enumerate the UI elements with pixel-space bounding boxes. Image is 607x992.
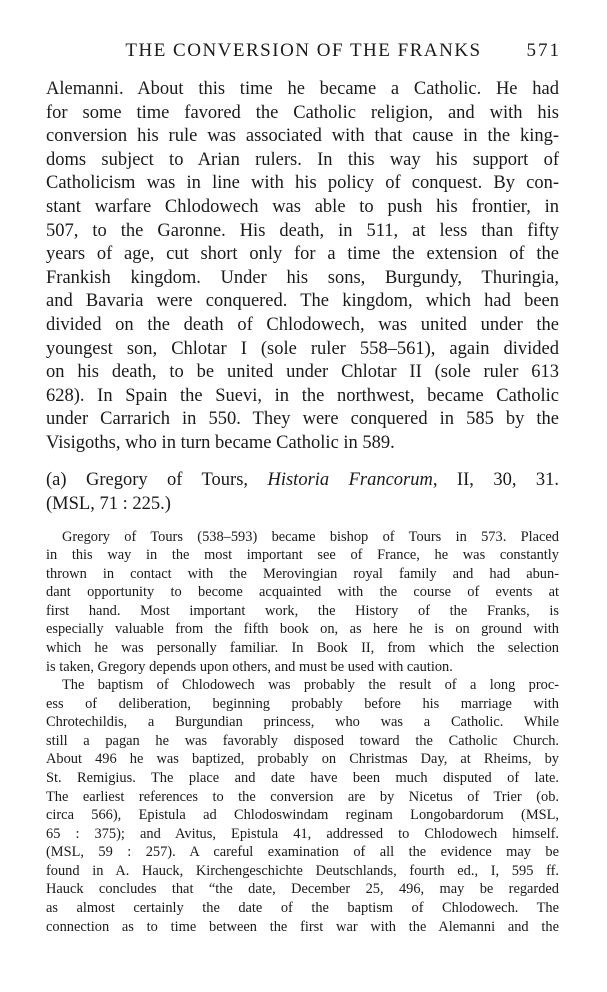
- note-line: Chrotechildis, a Burgundian princess, who was a Catholic. While: [46, 714, 559, 731]
- note-line: circa 566), Epistula ad Chlodoswindam reginam Longobardorum (MSL,: [46, 807, 559, 824]
- main-line: Visigoths, who in turn became Catholic in 589.: [46, 432, 395, 453]
- main-line: 628). In Spain the Suevi, in the northwest, became Catholic: [46, 385, 559, 406]
- page-header: [0, 40, 607, 66]
- main-line: on his death, to be united under Chlotar II (sole ruler 613: [46, 362, 559, 383]
- main-line: years of age, cut short only for a time the extension of the: [46, 244, 559, 265]
- main-line: doms subject to Arian rulers. In this way his support of: [46, 149, 559, 170]
- note-line: which he was personally familiar. In Book II, from which the selection: [46, 639, 559, 656]
- note-line: (MSL, 59 : 257). A careful examination of all the evidence may be: [46, 844, 559, 861]
- section-heading-prefix: (a) Gregory of Tours,: [46, 469, 268, 490]
- note-line: found in A. Hauck, Kirchengeschichte Deutschlands, fourth ed., I, 595 ff.: [46, 862, 559, 879]
- section-heading-suffix: , II, 30, 31.: [432, 469, 559, 490]
- main-line: youngest son, Chlotar I (sole ruler 558–561), again divided: [46, 338, 559, 359]
- note-line: The baptism of Chlodowech was probably the result of a long proc-: [62, 677, 559, 694]
- note-line: is taken, Gregory depends upon others, and must be used with caution.: [46, 658, 453, 675]
- editorial-note: [46, 528, 559, 937]
- note-line: Gregory of Tours (538–593) became bishop of Tours in 573. Placed: [62, 528, 559, 545]
- note-paragraph-2: [46, 676, 559, 936]
- running-title: THE CONVERSION OF THE FRANKS: [125, 40, 482, 61]
- note-line: dant opportunity to become acquainted with the course of events at: [46, 584, 559, 601]
- note-line: About 496 he was baptized, probably on Christmas Day, at Rheims, by: [46, 751, 559, 768]
- section-heading: [46, 468, 559, 517]
- main-paragraph: [46, 78, 559, 456]
- note-line: 65 : 375); and Avitus, Epistula 41, addressed to Chlodowech himself.: [46, 825, 559, 842]
- main-line: Alemanni. About this time he became a Catholic. He had: [46, 79, 559, 99]
- main-line: for some time favored the Catholic religion, and with his: [46, 102, 559, 123]
- section-heading-book-title: Historia Francorum: [267, 469, 433, 490]
- section-heading-citation: (MSL, 71 : 225.): [46, 494, 171, 514]
- main-line: divided on the death of Chlodowech, was united under the: [46, 314, 559, 335]
- main-line: under Carrarich in 550. They were conquered in 585 by the: [46, 409, 559, 430]
- note-line: especially valuable from the fifth book on, as here he is on ground with: [46, 621, 559, 638]
- note-line: connection as to time between the first war with the Alemanni and the: [46, 918, 559, 935]
- main-line: and Bavaria were conquered. The kingdom, which had been: [46, 291, 559, 312]
- main-line: conversion his rule was associated with that cause in the king-: [46, 126, 559, 147]
- note-line: Hauck concludes that “the date, December 25, 496, may be regarded: [46, 881, 559, 898]
- note-line: first hand. Most important work, the History of the Franks, is: [46, 602, 559, 619]
- main-line: stant warfare Chlodowech was able to push his frontier, in: [46, 196, 559, 217]
- section-heading-line: [46, 468, 559, 493]
- note-line: in this way in the most important see of France, he was constantly: [46, 547, 559, 564]
- note-line: still a pagan he was favorably disposed toward the Catholic Church.: [46, 732, 559, 749]
- note-line: thrown in contact with the Merovingian royal family and had abun-: [46, 565, 559, 582]
- body-text: [46, 78, 559, 936]
- page-number: 571: [526, 40, 561, 61]
- main-line: Frankish kingdom. Under his sons, Burgundy, Thuringia,: [46, 267, 559, 288]
- note-line: ess of deliberation, beginning probably before his marriage with: [46, 695, 559, 712]
- note-line: as almost certainly the date of the baptism of Chlodowech. The: [46, 900, 559, 917]
- main-line: 507, to the Garonne. His death, in 511, at less than fifty: [46, 220, 559, 241]
- main-line: Catholicism was in line with his policy of conquest. By con-: [46, 173, 559, 194]
- note-line: St. Remigius. The place and date have been much disputed of late.: [46, 770, 559, 787]
- note-line: The earliest references to the conversion are by Nicetus of Trier (ob.: [46, 788, 559, 805]
